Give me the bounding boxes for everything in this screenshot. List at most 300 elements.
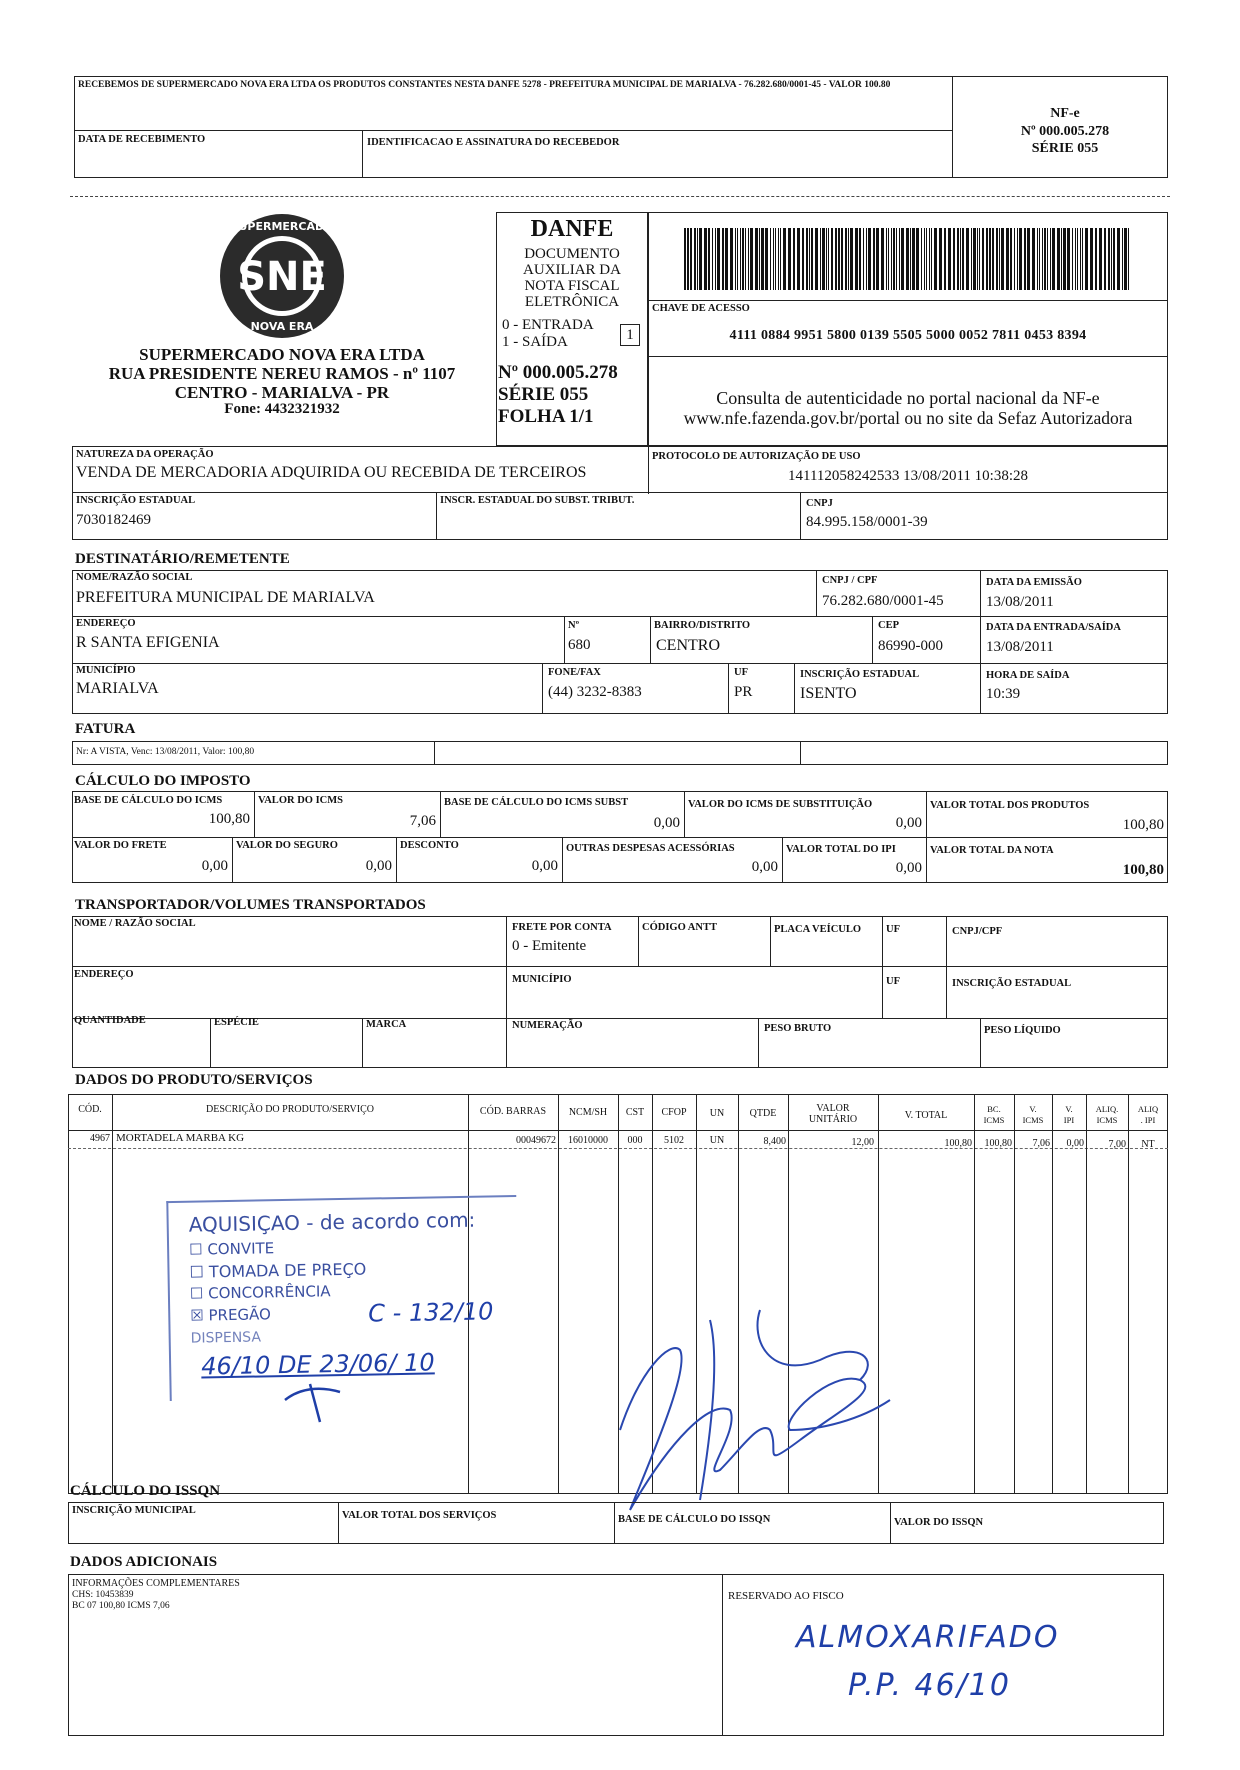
barcode-bar [740,228,741,290]
row-barcode: 00049672 [516,1135,556,1146]
recipient-city: MARIALVA [76,680,159,697]
tax-icms: 7,06 [409,813,436,829]
tax-icms-st-label: VALOR DO ICMS DE SUBSTITUIÇÃO [688,799,873,810]
barcode-bar [1024,228,1026,290]
barcode-bar [876,228,879,290]
tax-base-st-label: BASE DE CÁLCULO DO ICMS SUBST [444,797,629,808]
barcode-bar [896,228,897,290]
barcode-bar [1027,228,1030,290]
products-section-title: DADOS DO PRODUTO/SERVIÇOS [75,1072,313,1088]
barcode-bar [1067,228,1070,290]
recipient-phone: (44) 3232-8383 [548,684,642,700]
row-unit: 12,00 [851,1137,874,1148]
barcode-bar [1122,228,1123,290]
transport-freight-label: FRETE POR CONTA [512,922,612,933]
checkbox-icon: ☐ [189,1262,205,1282]
tax-v6 [396,837,397,883]
ie-label: INSCRIÇÃO ESTADUAL [76,495,196,506]
transport-v6 [210,1018,211,1068]
barcode-bar [939,228,942,290]
barcode-bar [1006,228,1009,290]
issqn-v3 [890,1502,891,1544]
checked-box-icon: ☒ [190,1306,204,1325]
stamp-option-3 [190,1282,331,1302]
transport-h1 [72,966,1168,967]
stamp-hand-ref: 46/10 DE 23/06/ 10 [200,1348,435,1381]
tax-icms-label: VALOR DO ICMS [258,795,343,806]
barcode-bar [1014,228,1015,290]
protocol-value: 141112058242533 13/08/2011 10:38:28 [788,468,1028,484]
transport-gross-label: PESO BRUTO [764,1023,832,1034]
barcode-bar [712,228,713,290]
barcode-bar [735,228,736,290]
receipt-date-label: DATA DE RECEBIMENTO [78,134,206,145]
recipient-v-num [564,616,565,663]
transport-v1 [506,916,507,1068]
receipt-divider-h [74,130,952,131]
tax-freight-label: VALOR DO FRETE [74,840,167,851]
barcode-bar [831,228,833,290]
access-key-divider-1 [648,300,1168,301]
barcode-bar [948,228,951,290]
issuer-logo [218,212,346,340]
tax-other-label: OUTRAS DESPESAS ACESSÓRIAS [566,843,735,854]
col-ncm-header: NCM/SH [568,1107,608,1118]
stamp-title: AQUISIÇAO - de acordo com: [188,1207,476,1237]
barcode-bar [778,228,779,290]
tax-h [72,837,1168,838]
transport-plate-label: PLACA VEÍCULO [774,924,862,935]
checkbox-icon: ☐ [188,1240,203,1259]
tax-base-icms: 100,80 [208,811,250,827]
barcode-bar [1032,228,1035,290]
barcode-bar [1042,228,1043,290]
products-col-13 [1086,1094,1087,1494]
danfe-sub2: AUXILIAR DA [523,262,621,278]
barcode-bar [1039,228,1040,290]
recipient-address: R SANTA EFIGENIA [76,634,220,651]
operation-h [72,492,1168,493]
col-cst-header: CST [625,1107,645,1118]
barcode-bar [881,228,884,290]
recipient-exit-time: 10:39 [986,686,1021,702]
barcode-bar [1099,228,1102,290]
receipt-nfe-series: SÉRIE 055 [1031,141,1099,156]
barcode-bar [1090,228,1093,290]
barcode-bar [722,228,724,290]
stamp-option-5: DISPENSA [190,1329,262,1347]
cnpj-label: CNPJ [806,498,833,509]
tax-v8 [782,837,783,883]
barcode-bar [971,228,972,290]
additional-box [68,1574,1164,1736]
receipt-divider-v2 [362,130,363,178]
barcode-bar [973,228,976,290]
logo-bottom-text: NOVA ERA [250,320,314,333]
danfe-page: FOLHA 1/1 [498,406,594,427]
recipient-v-ie [794,663,795,714]
additional-info-2: BC 07 100,80 ICMS 7,06 [72,1601,170,1611]
tax-icms-st: 0,00 [895,815,922,831]
tax-v3 [684,791,685,837]
barcode-bar [899,228,900,290]
col-desc-header: DESCRIÇÃO DO PRODUTO/SERVIÇO [206,1104,374,1115]
row-vipi: 0,00 [1066,1138,1084,1149]
danfe-type-value: 1 [620,324,640,346]
stamp-option-4-label: PREGÃO [208,1305,272,1325]
tax-v2 [440,791,441,837]
barcode-bar [699,228,702,290]
barcode-bar [1128,228,1129,290]
barcode-bar [962,228,964,290]
barcode-bar [708,228,710,290]
tax-v7 [562,837,563,883]
danfe-sub4: ELETRÔNICA [524,294,620,310]
barcode-bar [765,228,768,290]
barcode-bar [725,228,728,290]
barcode-bar [1019,228,1022,290]
transport-name-label: NOME / RAZÃO SOCIAL [74,918,196,929]
nature-label: NATUREZA DA OPERAÇÃO [76,449,214,460]
danfe-entry: 0 - ENTRADA [502,317,594,333]
nature-value: VENDA DE MERCADORIA ADQUIRIDA OU RECEBIDA DE TERCEIROS [76,464,587,481]
row-aliq-ipi: NT [1141,1139,1155,1150]
barcode-bar [986,228,988,290]
barcode-bar [802,228,804,290]
barcode-bar [715,228,716,290]
issuer-name: SUPERMERCADO NOVA ERA LTDA [139,345,425,364]
issuer-city: CENTRO - MARIALVA - PR [174,383,390,402]
issqn-section-title: CÁLCULO DO ISSQN [70,1483,221,1499]
tax-v5 [232,837,233,883]
tax-v4 [926,791,927,883]
barcode-bar [761,228,764,290]
barcode-bar [866,228,867,290]
barcode-bar [690,228,692,290]
invoice-text: Nr: A VISTA, Venc: 13/08/2011, Valor: 100,80 [76,747,255,757]
transport-v9 [980,1018,981,1068]
transport-species-label: ESPÉCIE [214,1017,259,1028]
receipt-nfe-label: NF-e [1050,106,1080,121]
barcode-bar [704,228,707,290]
tax-base-st: 0,00 [653,815,680,831]
tax-ipi: 0,00 [895,860,922,876]
transport-section-title: TRANSPORTADOR/VOLUMES TRANSPORTADOS [75,897,426,913]
col-unit-header-2: UNITÁRIO [808,1114,858,1125]
access-key-barcode [684,228,1132,290]
operation-v2 [436,492,437,540]
transport-brand-label: MARCA [366,1019,407,1030]
recipient-name-label: NOME/RAZÃO SOCIAL [76,572,193,583]
barcode-bar [788,228,791,290]
barcode-bar [838,228,840,290]
stamp-option-4 [190,1305,271,1324]
recipient-cnpj: 76.282.680/0001-45 [822,593,944,609]
receipt-signature-label: IDENTIFICACAO E ASSINATURA DO RECEBEDOR [367,137,620,148]
recipient-number-label: Nº [568,620,580,631]
barcode-bar [912,228,915,290]
logo-mark: SNE [237,254,327,300]
tax-discount: 0,00 [531,858,558,874]
transport-city-label: MUNICÍPIO [512,974,572,985]
cnpj-value: 84.995.158/0001-39 [806,514,928,530]
access-key-value: 4111 0884 9951 5800 0139 5505 5000 0052 7811 0453 8394 [729,328,1087,343]
recipient-h2 [72,663,1168,664]
barcode-bar [835,228,837,290]
issqn-v1 [338,1502,339,1544]
recipient-cep-label: CEP [878,620,899,631]
col-bc-header-2: ICMS [983,1115,1005,1125]
stamp-option-2 [189,1260,366,1282]
recipient-issue-date: 13/08/2011 [986,594,1054,610]
transport-v3 [770,916,771,966]
barcode-bar [1010,228,1012,290]
recipient-v-cnpj [816,570,817,616]
barcode-bar [953,228,955,290]
barcode-bar [979,228,980,290]
transport-antt-label: CÓDIGO ANTT [642,922,717,933]
barcode-bar [780,228,781,290]
tax-discount-label: DESCONTO [400,840,459,851]
col-aliq-ipi-header-2: . IPI [1140,1115,1156,1125]
barcode-bar [684,228,686,290]
barcode-bar [1077,228,1078,290]
transport-uf-label: UF [886,924,900,935]
row-cst: 000 [627,1135,643,1146]
barcode-bar [775,228,776,290]
barcode-bar [1044,228,1046,290]
row-bc: 100,80 [984,1138,1012,1149]
tax-note-total-label: VALOR TOTAL DA NOTA [930,845,1054,856]
invoice-section-title: FATURA [75,721,136,737]
barcode-bar [1050,228,1051,290]
recipient-exit-time-label: HORA DE SAÍDA [986,670,1070,681]
barcode-bar [750,228,753,290]
barcode-bar [793,228,795,290]
tax-products-total-label: VALOR TOTAL DOS PRODUTOS [930,800,1090,811]
issqn-box [68,1502,1164,1544]
barcode-bar [910,228,911,290]
barcode-bar [748,228,749,290]
barcode-bar [1124,228,1127,290]
protocol-label: PROTOCOLO DE AUTORIZAÇÃO DE USO [652,451,861,462]
recipient-ie-label: INSCRIÇÃO ESTADUAL [800,669,920,680]
barcode-bar [826,228,827,290]
barcode-bar [845,228,847,290]
barcode-bar [924,228,925,290]
barcode-bar [1113,228,1115,290]
barcode-bar [755,228,758,290]
barcode-bar [742,228,744,290]
col-barcode-header: CÓD. BARRAS [479,1106,547,1117]
barcode-bar [694,228,696,290]
danfe-title: DANFE [530,216,614,242]
additional-section-title: DADOS ADICIONAIS [70,1554,218,1570]
tax-other: 0,00 [751,859,778,875]
products-col-3 [558,1094,559,1494]
products-col-1 [112,1094,113,1494]
barcode-bar [730,228,733,290]
barcode-bar [848,228,849,290]
barcode-bar [717,228,720,290]
row-code: 4967 [90,1133,110,1144]
transport-cnpj-label: CNPJ/CPF [952,926,1003,937]
barcode-bar [841,228,843,290]
barcode-bar [783,228,786,290]
barcode-bar [873,228,875,290]
barcode-bar [773,228,774,290]
recipient-v-phone [542,663,543,714]
ie-st-label: INSCR. ESTADUAL DO SUBST. TRIBUT. [440,495,635,506]
transport-v5 [946,916,947,1018]
consult-line-1: Consulta de autenticidade no portal nacional da NF-e [716,388,1100,408]
barcode-bar [886,228,887,290]
barcode-bar [944,228,946,290]
recipient-name: PREFEITURA MUNICIPAL DE MARIALVA [76,589,375,606]
barcode-bar [1017,228,1018,290]
issqn-services-label: VALOR TOTAL DOS SERVIÇOS [342,1510,497,1521]
fisco-label: RESERVADO AO FISCO [728,1590,844,1602]
barcode-bar [893,228,895,290]
col-aliq-ipi-header-1: ALIQ [1137,1104,1159,1114]
col-qty-header: QTDE [749,1108,777,1119]
transport-box [72,916,1168,1068]
receipt-nfe-number: Nº 000.005.278 [1020,124,1110,139]
danfe-series: SÉRIE 055 [498,384,589,405]
operation-v3 [800,492,801,540]
stamp-option-2-label: TOMADA DE PREÇO [208,1259,367,1282]
recipient-section-title: DESTINATÁRIO/REMETENTE [75,551,290,567]
recipient-v-date [980,570,981,714]
issuer-phone: Fone: 4432321932 [224,401,340,417]
barcode-bar [806,228,808,290]
barcode-bar [1104,228,1106,290]
barcode-bar [811,228,813,290]
transport-ie-label: INSCRIÇÃO ESTADUAL [952,978,1072,989]
barcode-bar [1075,228,1076,290]
barcode-bar [1057,228,1060,290]
checkbox-icon: ☐ [189,1284,204,1303]
barcode-bar [687,228,689,290]
col-code-header: CÓD. [78,1104,102,1115]
fisco-hand-2: P.P. 46/10 [848,1668,1011,1703]
operation-box [72,446,1168,540]
recipient-issue-date-label: DATA DA EMISSÃO [986,577,1082,588]
barcode-bar [828,228,829,290]
recipient-h1 [72,616,1168,617]
barcode-bar [989,228,991,290]
barcode-bar [977,228,978,290]
row-aliq-icms: 7,00 [1108,1139,1126,1150]
stamp-option-1 [189,1239,274,1258]
barcode-bar [921,228,922,290]
recipient-v-district [650,616,651,663]
recipient-address-label: ENDEREÇO [76,618,136,629]
transport-v7 [362,1018,363,1068]
col-unit-header-1: VALOR [816,1103,850,1114]
col-aliq-icms-header-1: ALIQ. [1095,1104,1119,1114]
transport-uf2-label: UF [886,976,900,987]
recipient-district: CENTRO [656,637,720,654]
transport-v2 [638,916,639,966]
cut-line [70,196,1170,197]
barcode-bar [1052,228,1055,290]
col-vipi-header-1: V. [1065,1104,1073,1114]
logo-top-text: SUPERMERCADO [230,220,334,233]
barcode-bar [759,228,760,290]
additional-v [722,1574,723,1736]
tax-v1 [254,791,255,837]
access-key-divider-2 [648,356,1168,357]
transport-v8 [758,1018,759,1068]
barcode-bar [891,228,892,290]
col-aliq-icms-header-2: ICMS [1096,1115,1118,1125]
issqn-v2 [614,1502,615,1544]
recipient-io-date-label: DATA DA ENTRADA/SAÍDA [986,622,1121,633]
transport-v4 [882,916,883,1018]
barcode-bar [934,228,937,290]
recipient-v-cep [872,616,873,663]
recipient-io-date: 13/08/2011 [986,639,1054,655]
barcode-bar [1108,228,1110,290]
barcode-bar [966,228,969,290]
fisco-hand-1: ALMOXARIFADO [796,1620,1060,1655]
recipient-district-label: BAIRRO/DISTRITO [654,620,751,631]
col-bc-header-1: BC. [987,1104,1001,1114]
barcode-bar [1001,228,1004,290]
barcode-bar [1047,228,1048,290]
consult-line-2: www.nfe.fazenda.gov.br/portal ou no site da Sefaz Autorizadora [683,408,1133,428]
access-key-label: CHAVE DE ACESSO [652,303,750,314]
danfe-exit: 1 - SAÍDA [502,334,568,350]
barcode-bar [929,228,930,290]
tax-products-total: 100,80 [1122,817,1164,833]
transport-qty-label: QUANTIDADE [74,1015,146,1026]
barcode-bar [1072,228,1073,290]
invoice-v1 [434,741,435,765]
col-total-header: V. TOTAL [904,1110,948,1121]
recipient-phone-label: FONE/FAX [548,667,601,678]
tax-ipi-label: VALOR TOTAL DO IPI [786,844,896,855]
products-col-10 [974,1094,975,1494]
barcode-bar [855,228,858,290]
barcode-bar [809,228,810,290]
barcode-bar [906,228,909,290]
barcode-bar [992,228,994,290]
row-qty: 8,400 [763,1136,786,1147]
tax-freight: 0,00 [201,858,228,874]
tax-insurance-label: VALOR DO SEGURO [236,840,338,851]
danfe-number: Nº 000.005.278 [498,362,618,383]
transport-address-label: ENDEREÇO [74,969,134,980]
barcode-bar [1082,228,1083,290]
barcode-bar [820,228,821,290]
barcode-bar [868,228,871,290]
row-cfop: 5102 [664,1135,684,1146]
tax-base-icms-label: BASE DE CÁLCULO DO ICMS [74,795,223,806]
barcode-bar [1095,228,1097,290]
transport-numbering-label: NUMERAÇÃO [512,1020,583,1031]
barcode-bar [926,228,927,290]
barcode-bar [850,228,853,290]
barcode-bar [1111,228,1112,290]
row-desc: MORTADELA MARBA KG [116,1132,245,1144]
col-un-header: UN [709,1108,725,1119]
tax-note-total: 100,80 [1122,862,1164,878]
recipient-ie: ISENTO [800,685,857,702]
col-vicms-header-2: ICMS [1022,1115,1044,1125]
products-col-14 [1128,1094,1129,1494]
